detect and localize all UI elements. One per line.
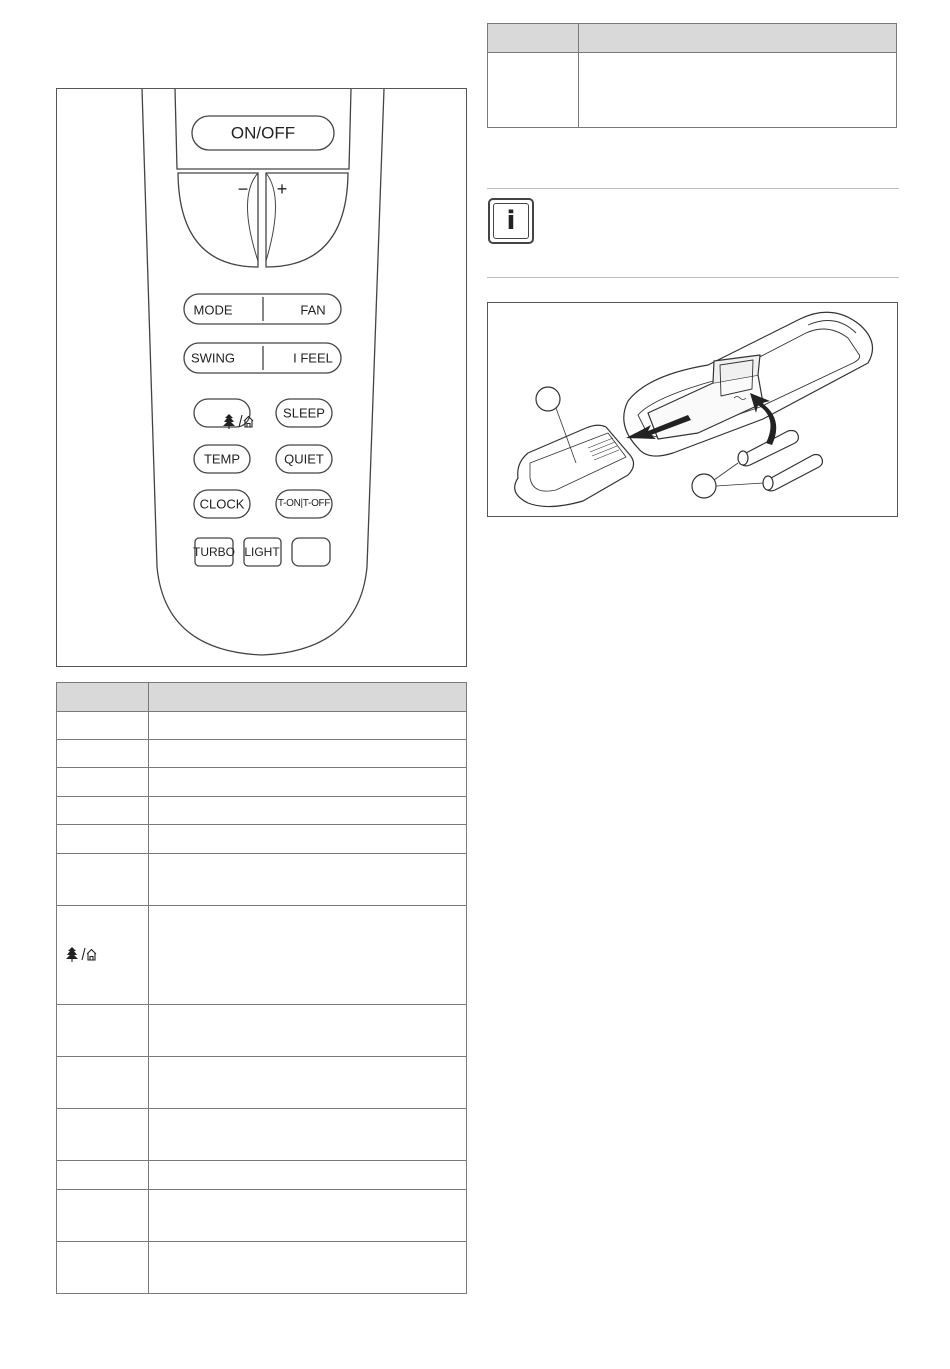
- table-row: [57, 1242, 467, 1294]
- remote-control-figure: [56, 88, 467, 667]
- row-description: [149, 1161, 467, 1190]
- row-symbol: [57, 1057, 149, 1109]
- tree-slash-house-icon: [222, 413, 254, 429]
- row-symbol: [57, 1161, 149, 1190]
- row-description: [149, 825, 467, 854]
- row-symbol: [57, 1242, 149, 1294]
- table-header-row: [488, 24, 897, 53]
- light-button[interactable]: LIGHT: [244, 545, 280, 559]
- minus-button[interactable]: −: [237, 179, 249, 199]
- row-description: [149, 906, 467, 1005]
- remote-outline-drawing: [57, 89, 467, 667]
- table-row: [57, 712, 467, 740]
- top-right-table: [487, 23, 897, 128]
- row-description: [149, 854, 467, 906]
- info-icon: i: [488, 198, 534, 244]
- column-header: [488, 24, 579, 53]
- column-header: [57, 683, 149, 712]
- row-symbol: [57, 1005, 149, 1057]
- plus-button[interactable]: +: [276, 179, 288, 199]
- info-note: [487, 188, 899, 278]
- fan-button[interactable]: FAN: [300, 302, 326, 318]
- table-row: [57, 1190, 467, 1242]
- turbo-button[interactable]: TURBO: [193, 545, 235, 559]
- row-symbol: [57, 825, 149, 854]
- column-header: [149, 683, 467, 712]
- i-feel-button[interactable]: I FEEL: [293, 350, 333, 366]
- column-header: [579, 24, 897, 53]
- row-description: [149, 1057, 467, 1109]
- table-row: [57, 906, 467, 1005]
- row-symbol: [57, 1190, 149, 1242]
- row-symbol: [57, 797, 149, 825]
- table-row: [57, 825, 467, 854]
- swing-button[interactable]: SWING: [190, 350, 236, 366]
- clock-button[interactable]: CLOCK: [199, 496, 245, 512]
- battery-replacement-figure: [487, 302, 898, 517]
- row-description: [149, 1005, 467, 1057]
- table-row: [57, 1161, 467, 1190]
- table-row: [57, 1005, 467, 1057]
- row-description: [149, 768, 467, 797]
- row-symbol: [57, 740, 149, 768]
- table-header-row: [57, 683, 467, 712]
- row-symbol: [57, 712, 149, 740]
- row-description: [149, 1109, 467, 1161]
- row-description: [149, 712, 467, 740]
- sleep-button[interactable]: SLEEP: [283, 405, 325, 421]
- table-row: [57, 740, 467, 768]
- table-row: [57, 1109, 467, 1161]
- table-row: [488, 53, 897, 128]
- row-description: [579, 53, 897, 128]
- row-symbol: [57, 854, 149, 906]
- table-row: [57, 768, 467, 797]
- temp-button[interactable]: TEMP: [203, 451, 241, 467]
- table-row: [57, 797, 467, 825]
- row-description: [149, 797, 467, 825]
- battery-drawing: [488, 303, 898, 517]
- row-symbol: [57, 768, 149, 797]
- row-symbol: [57, 906, 149, 1005]
- on-off-button[interactable]: ON/OFF: [230, 123, 296, 143]
- row-description: [149, 740, 467, 768]
- row-symbol: [488, 53, 579, 128]
- tree-slash-house-icon: [65, 946, 99, 962]
- quiet-button[interactable]: QUIET: [284, 451, 324, 467]
- row-symbol: [57, 1109, 149, 1161]
- table-row: [57, 1057, 467, 1109]
- row-description: [149, 1190, 467, 1242]
- mode-button[interactable]: MODE: [193, 302, 233, 318]
- button-description-table: [56, 682, 467, 1294]
- row-description: [149, 1242, 467, 1294]
- table-row: [57, 854, 467, 906]
- t-on-t-off-button[interactable]: T-ON|T-OFF: [277, 498, 331, 509]
